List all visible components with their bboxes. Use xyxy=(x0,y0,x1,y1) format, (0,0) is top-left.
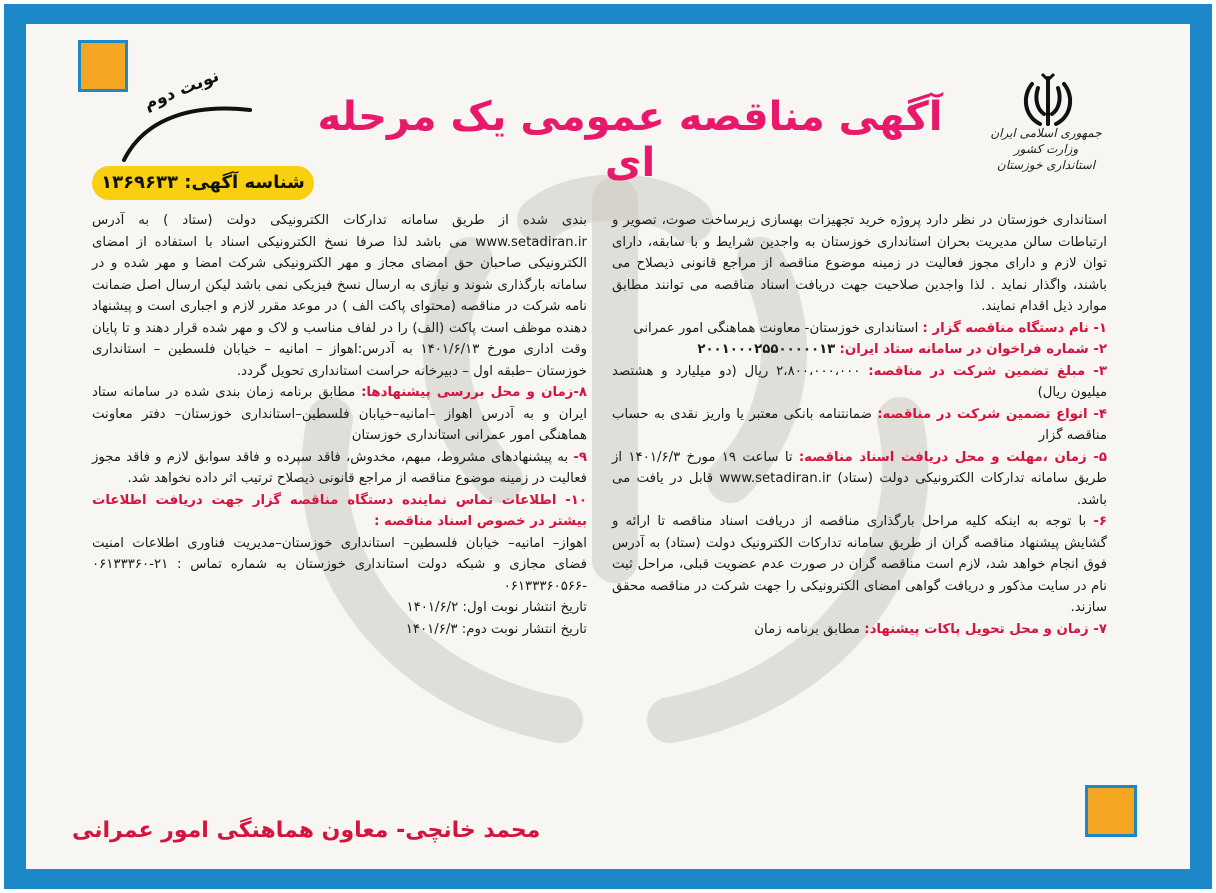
contact-heading: ۱۰- اطلاعات تماس نماینده دستگاه مناقصه گزار جهت دریافت اطلاعات بیشتر در خصوص اسناد مناقصه : xyxy=(92,492,587,529)
item-heading: ۲- شماره فراخوان در سامانه ستاد ایران: xyxy=(839,342,1107,357)
publish-date-first: تاریخ انتشار نوبت اول: ۱۴۰۱/۶/۲ xyxy=(406,600,587,615)
signature: محمد خانچی- معاون هماهنگی امور عمرانی xyxy=(72,818,541,843)
contact-text: اهواز– امانیه– خیابان فلسطین– استانداری خوزستان–مدیریت فناوری اطلاعات امنیت فضای مجازی و شبکه دولت استانداری خوزستان به شماره تماس : ۲۱-۰۶۱۳۳۳۶۰ -۰۶۱۳۳۳۶۰۵۶۶ xyxy=(92,535,587,594)
item-text: ۲۰۰۱۰۰۰۲۵۵۰۰۰۰۰۱۳ xyxy=(697,342,836,357)
item-text: تا ساعت ۱۹ مورخ ۱۴۰۱/۶/۳ از طریق سامانه تدارکات الکترونیکی دولت (ستاد) www.setadiran.ir قابل در یافت می باشد. xyxy=(612,449,1107,508)
item-heading: ۸-زمان و محل بررسی پیشنهادها: xyxy=(361,385,587,400)
item-heading: ۵- زمان ،مهلت و محل دریافت اسناد مناقصه: xyxy=(798,449,1107,465)
ministry-line-2: وزارت کشور xyxy=(1013,142,1079,156)
list-item xyxy=(612,447,1107,512)
list-item xyxy=(612,404,1107,447)
list-item xyxy=(612,619,1107,641)
continuation-paragraph: بندی شده از طریق سامانه تدارکات الکترونیکی دولت (ستاد ) به آدرس www.setadiran.ir می باشد لذا صرفا نسخ الکترونیکی اسناد با استفاده از امضای الکترونیکی صاحبان حق امضای مجاز و مهر الکترونیکی شرکت امضا و مهر شده و در سامانه بارگذاری شوند و نیازی به ارسال نسخ فیزیکی نمی باشد لیکن ارسال اصل ضمانت نامه شرکت در مناقصه (محتوای پاکت الف ) در موعد مقرر لازم و اجباری است و پیشنهاد دهنده موظف است پاکت (الف) را در لفاف مناسب و لاک و مهر شده قرار دهند و تا پایان وقت اداری مورخ ۱۴۰۱/۶/۱۳ به آدرس:اهواز – امانیه – خیابان فلسطین – استانداری خوزستان –طبقه اول – دبیرخانه حراست استانداری تحویل گردد. xyxy=(92,213,588,379)
item-text: به پیشنهادهای مشروط، مبهم، مخدوش، فاقد سپرده و فاقد سوابق لازم و فاقد مجوز فعالیت در زمینه موضوع مناقصه از مراجع قانونی ذیصلاح ترتیب اثر داده نخواهد شد. xyxy=(92,449,587,486)
corner-accent-top-left xyxy=(78,40,128,92)
list-item xyxy=(612,318,1107,340)
list-item xyxy=(92,382,587,447)
notice-title: آگهی مناقصه عمومی یک مرحله ای xyxy=(317,94,943,186)
corner-accent-bottom-right xyxy=(1085,785,1137,837)
item-heading: ۳- مبلغ تضمین شرکت در مناقصه: xyxy=(868,363,1107,379)
intro-paragraph: استانداری خوزستان در نظر دارد پروژه خرید تجهیزات بهسازی زیرساخت صوت، تصویر و ارتباطات سالن مدیریت بحران استانداری خوزستان به واجدین شرایط و با سابقه، دارای توان لازم و دارای مجوز فعالیت در زمینه موضوع مناقصه از مراجع قانونی ذیصلاح می باشند، واگذار نماید . لذا واجدین صلاحیت جهت دریافت اسناد مناقصه می توانند مطابق موارد ذیل اقدام نمایند. xyxy=(612,213,1107,314)
list-item xyxy=(612,339,1107,361)
ministry-line-3: استانداری خوزستان xyxy=(996,158,1096,172)
list-item xyxy=(92,447,587,490)
round-label-arc xyxy=(116,96,256,166)
iran-emblem-icon xyxy=(1018,70,1078,134)
ministry-line-1: جمهوری اسلامی ایران xyxy=(990,126,1102,140)
list-item xyxy=(612,361,1107,404)
item-text: ۲،۸۰۰،۰۰۰،۰۰۰ ریال (دو میلیارد و هشتصد میلیون ریال) xyxy=(612,363,1107,400)
list-item xyxy=(612,511,1107,619)
item-heading: ۴- انواع تضمین شرکت در مناقصه: xyxy=(877,406,1108,422)
item-text: مطابق برنامه زمان بندی شده در سامانه ستاد ایران و به آدرس اهواز –امانیه–خیابان فلسطین–استانداری خوزستان– دفتر معاونت هماهنگی امور عمرانی استانداری خوزستان xyxy=(92,385,587,443)
ad-id-badge: شناسه آگهی: ۱۳۶۹۶۳۳ xyxy=(92,166,314,200)
left-column xyxy=(92,210,587,640)
item-text: با توجه به اینکه کلیه مراحل بارگذاری مناقصه از دریافت اسناد مناقصه تا ارائه و گشایش پیشنهاد مناقصه گران از طریق سامانه تدارکات الکترونیک دولت (ستاد) به آدرس فوق انجام خواهد شد، لازم است مناقصه گران در صورت عدم عضویت قبلی، مراحل ثبت نام در سایت مذکور و دریافت گواهی امضای الکترونیکی را جهت شرکت در مناقصه محقق سازند. xyxy=(612,514,1107,615)
item-text: مطابق برنامه زمان xyxy=(754,621,861,637)
round-label: نوبت دوم xyxy=(141,65,222,115)
item-heading: ۷- زمان و محل تحویل پاکات پیشنهاد: xyxy=(864,621,1107,637)
item-heading: ۱- نام دستگاه مناقصه گزار : xyxy=(922,320,1107,336)
item-text: استانداری خوزستان- معاونت هماهنگی امور عمرانی xyxy=(633,320,919,336)
right-column xyxy=(612,210,1107,640)
publish-date-second: تاریخ انتشار نوبت دوم: ۱۴۰۱/۶/۳ xyxy=(405,621,587,637)
item-text: ضمانتنامه بانکی معتبر یا واریز نقدی به حساب مناقصه گزار xyxy=(612,406,1107,443)
item-heading: ۶- xyxy=(1093,514,1107,529)
item-heading: ۹- xyxy=(573,449,587,465)
